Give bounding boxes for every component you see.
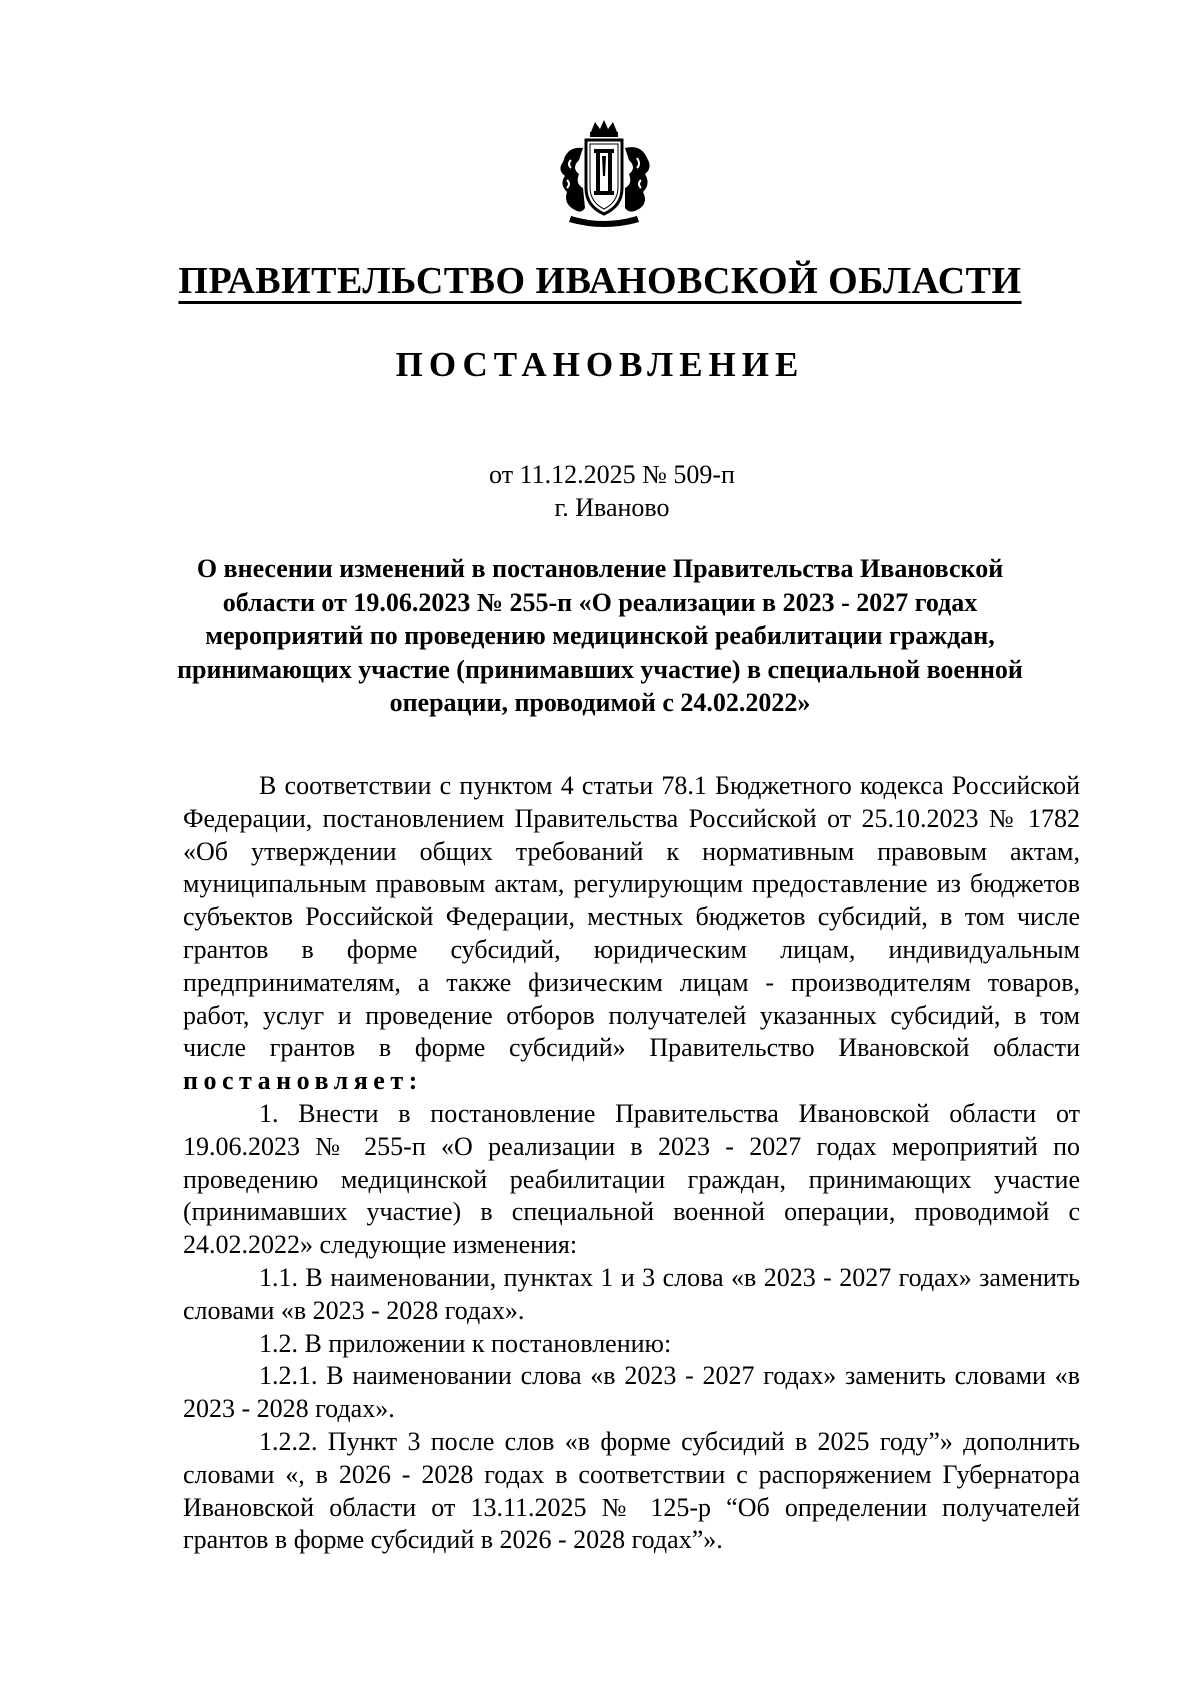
preamble-paragraph <box>183 770 1080 1098</box>
document-meta <box>0 458 1200 524</box>
document-type: ПОСТАНОВЛЕНИЕ <box>395 345 805 384</box>
paragraph-1-2: 1.2. В приложении к постановлению: <box>259 1328 672 1358</box>
date-and-number: от 11.12.2025 № 509-п <box>489 460 735 489</box>
document-title: О внесении изменений в постановление Правительства Ивановской области от 19.06.2023 № 255-п «О реализации в 2023 - 2027 годах мероприятий по проведению медицинской реабилитации граждан, принимающих участие (принимавших участие) в специальной военной операции, проводимой с 24.02.2022» <box>177 554 1023 717</box>
preamble-text: В соответствии с пунктом 4 статьи 78.1 Бюджетного кодекса Российской Федерации, постановлением Правительства Российской от 25.10.2023 № 1782 «Об утверждении общих требований к нормативным правовым актам, муниципальным правовым актам, регулирующим предоставление из бюджетов субъектов Российской Федерации, местных бюджетов субсидий, в том числе грантов в форме субсидий, юридическим лицам, индивидуальным предпринимателям, а также физическим лицам - производителям товаров, работ, услуг и проведение отборов получателей указанных субсидий, в том числе грантов в форме субсидий» Правительство Ивановской области <box>183 771 1080 1063</box>
government-name-text: ПРАВИТЕЛЬСТВО ИВАНОВСКОЙ ОБЛАСТИ <box>178 260 1022 302</box>
document-body <box>183 770 1080 1557</box>
paragraph-1-2-1: 1.2.1. В наименовании слова «в 2023 - 2027 годах» заменить словами «в 2023 - 2028 годах». <box>183 1361 1080 1424</box>
city: г. Иваново <box>554 493 670 522</box>
government-name <box>0 262 1200 300</box>
paragraph-1-2-2: 1.2.2. Пункт 3 после слов «в форме субсидий в 2025 году”» дополнить словами «, в 2026 - 2028 годах в соответствии с распоряжением Губернатора Ивановской области от 13.11.2025 № 125-р “Об определении получателей грантов в форме субсидий в 2026 - 2028 годах”». <box>183 1426 1080 1555</box>
coat-of-arms-icon <box>553 118 655 230</box>
paragraph-1: 1. Внести в постановление Правительства Ивановской области от 19.06.2023 № 255-п «О реализации в 2023 - 2027 годах мероприятий по проведению медицинской реабилитации граждан, принимающих участие (принимавших участие) в специальной военной операции, проводимой с 24.02.2022» следующие изменения: <box>183 1098 1080 1260</box>
decree-word: постановляет: <box>183 1066 423 1096</box>
paragraph-1-1: 1.1. В наименовании, пунктах 1 и 3 слова «в 2023 - 2027 годах» заменить словами «в 2023 - 2028 годах». <box>183 1262 1080 1325</box>
